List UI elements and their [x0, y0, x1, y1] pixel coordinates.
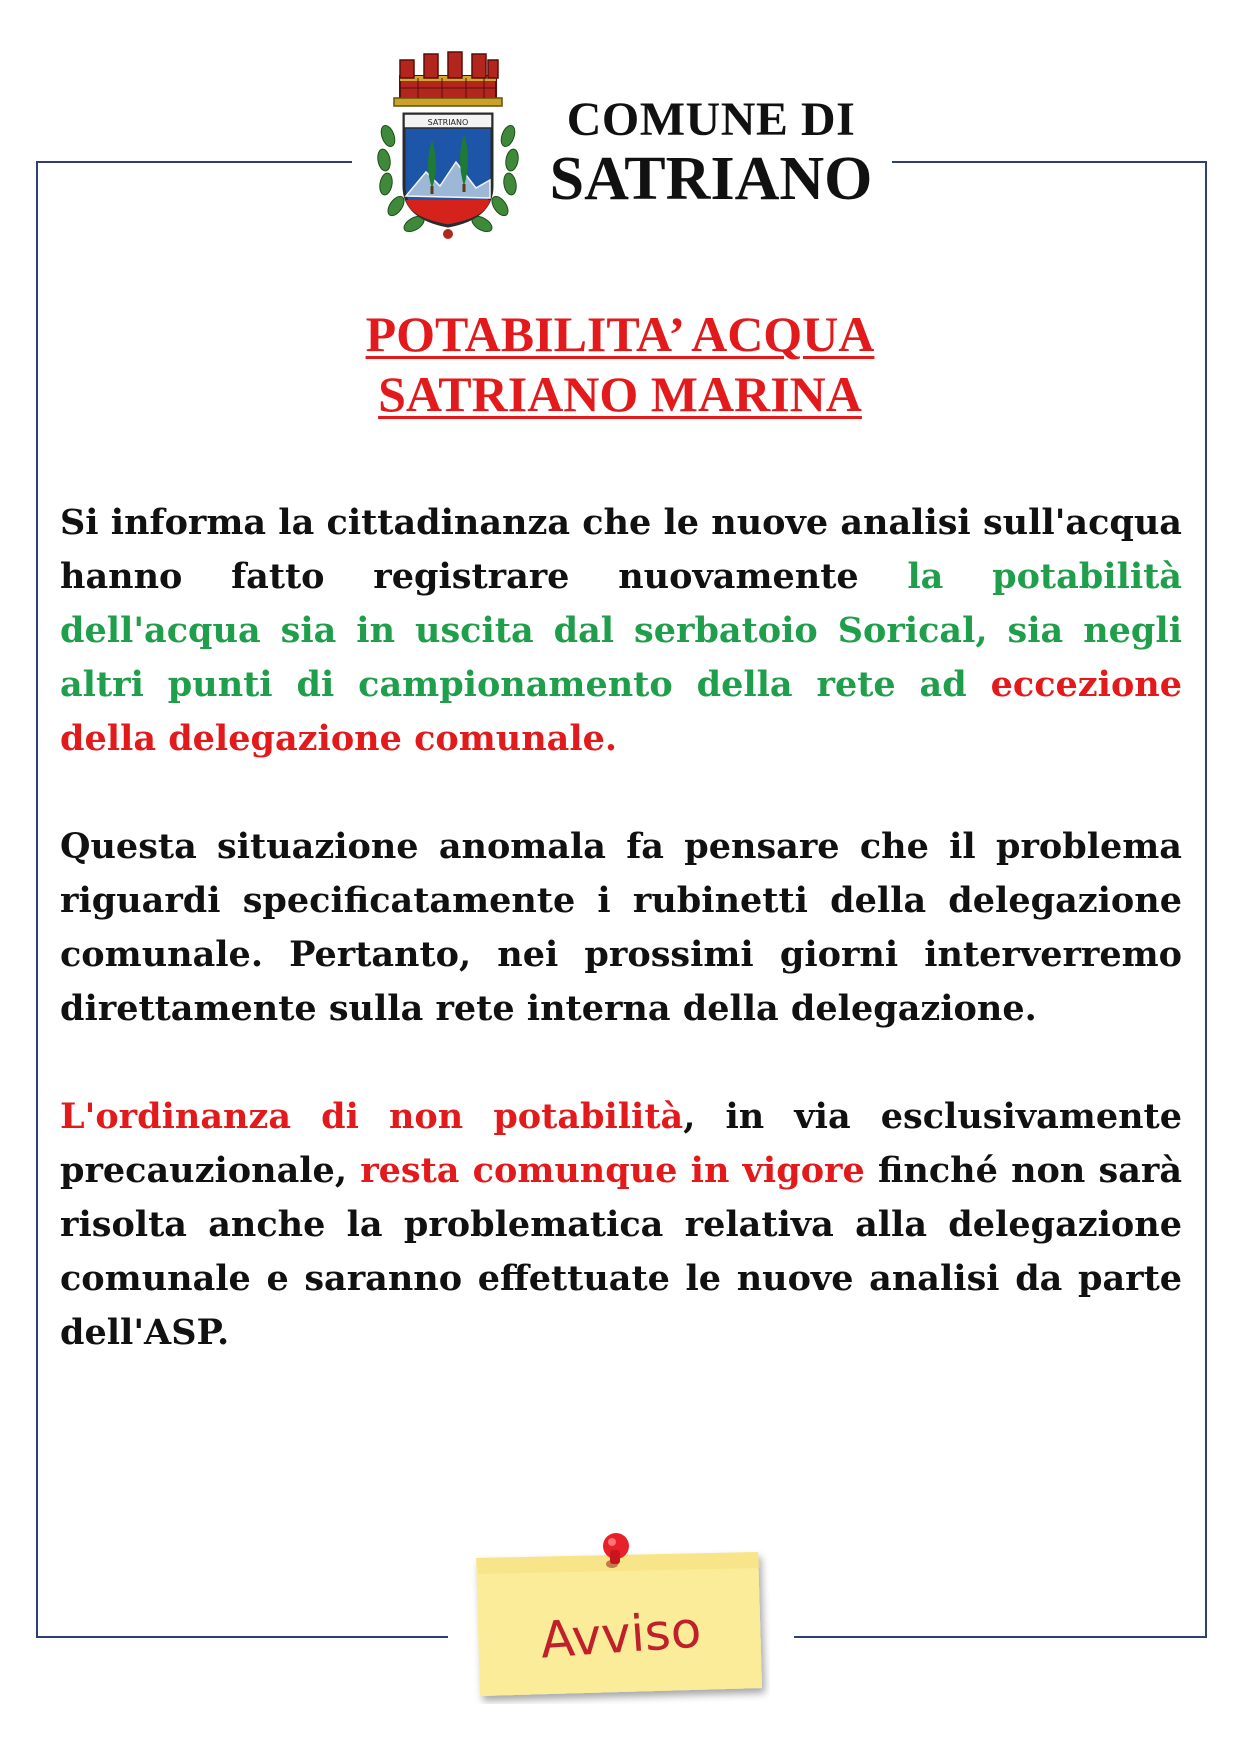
- municipality-line2: SATRIANO: [549, 145, 873, 213]
- p1-intro: Si informa la cittadinanza che le nuove analisi sull'acqua hanno fatto registrare nuovamente: [60, 502, 1182, 597]
- municipality-header: [546, 93, 876, 213]
- p3-red2: resta comunque in vigore: [360, 1150, 865, 1191]
- crown-icon: [394, 52, 502, 106]
- municipality-line1: COMUNE DI: [566, 93, 856, 146]
- note-label: Avviso: [538, 1600, 704, 1670]
- p3-end: finché non sarà risolta anche la problematica relativa alla delegazione comunale e saranno effettuate le nuove analisi da parte dell'ASP.: [60, 1150, 1183, 1353]
- p3-red1: L'ordinanza di non potabilità: [60, 1096, 684, 1137]
- p1-green-text: la potabilità dell'acqua sia in uscita dal serbatoio Sorical, sia negli altri punti di campionamento della rete ad: [60, 556, 1182, 705]
- paragraph-2: [60, 820, 1182, 1036]
- paragraph-1: [60, 496, 1182, 766]
- notice-body: [60, 496, 1182, 1414]
- p3-mid: , in via esclusivamente precauzionale,: [60, 1096, 1182, 1191]
- p2-text: Questa situazione anomala fa pensare che il problema riguardi specificatamente i rubinetti della delegazione comunale. Pertanto, nei prossimi giorni interverremo direttamente sulla rete interna della delegazione.: [60, 826, 1182, 1029]
- title-line1: POTABILITA’ ACQUA: [365, 306, 875, 362]
- svg-text:SATRIANO: SATRIANO: [427, 118, 469, 127]
- crest-icon: [368, 36, 528, 248]
- sticky-note: [470, 1528, 770, 1704]
- title-line2: SATRIANO MARINA: [378, 366, 862, 422]
- page-title: [100, 304, 1140, 424]
- paragraph-3: [60, 1090, 1182, 1360]
- p1-red-text: eccezione della delegazione comunale.: [60, 664, 1182, 759]
